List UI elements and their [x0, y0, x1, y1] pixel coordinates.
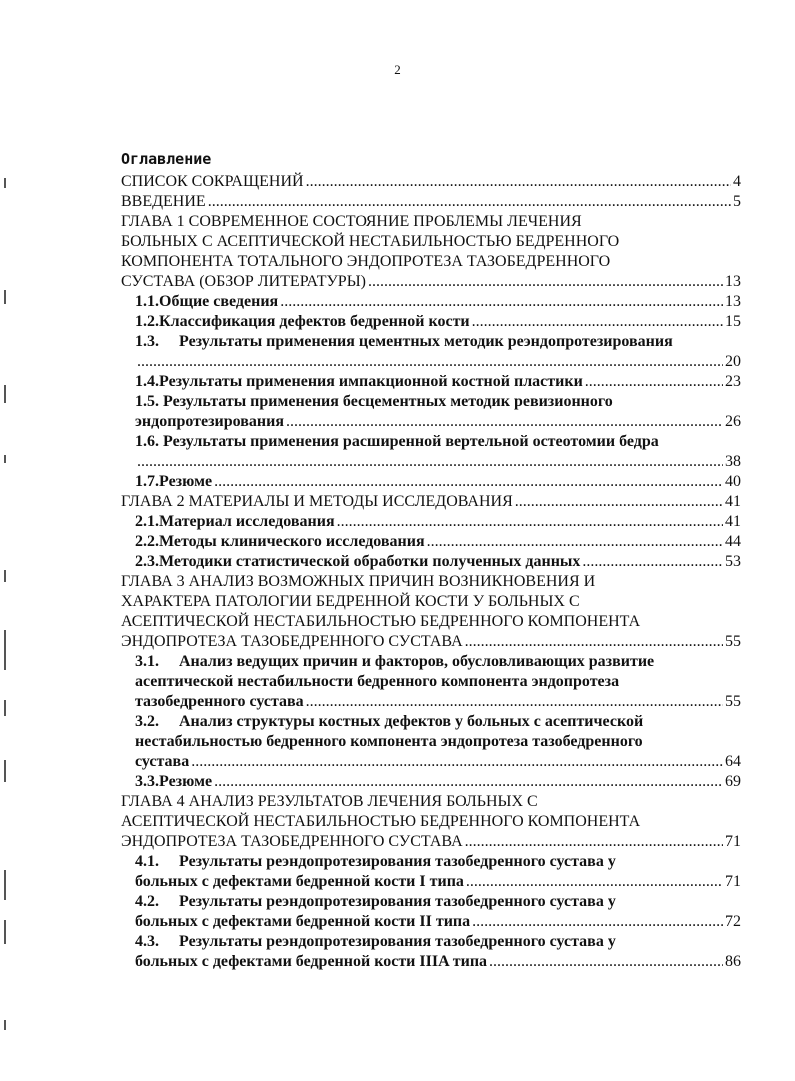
toc-section-number: 1.4.: [135, 373, 159, 390]
toc-entry-text: АСЕПТИЧЕСКОЙ НЕСТАБИЛЬНОСТЬЮ БЕДРЕННОГО КОМПОНЕНТА: [121, 813, 641, 830]
toc-section-entry[interactable]: [121, 372, 741, 392]
toc-chapter-entry[interactable]: [121, 572, 741, 652]
scan-margin-marks: [0, 0, 12, 1081]
toc-section-entry[interactable]: [121, 532, 741, 552]
toc-entry-text: КОМПОНЕНТА ТОТАЛЬНОГО ЭНДОПРОТЕЗА ТАЗОБЕДРЕННОГО: [121, 253, 611, 270]
toc-dot-leader: [337, 512, 723, 532]
toc-page-number: 13: [725, 273, 741, 290]
toc-entry-text: сустава: [135, 753, 190, 770]
toc-section-entry[interactable]: [121, 392, 741, 432]
toc-page-number: 40: [725, 473, 741, 490]
toc-dot-leader: [582, 552, 723, 572]
toc-page-number: 23: [725, 373, 741, 390]
toc-section-number: 1.7.: [135, 473, 159, 490]
toc-page-number: 15: [725, 313, 741, 330]
toc-dot-leader: [191, 752, 723, 772]
toc-section-number: 3.3.: [135, 773, 159, 790]
toc-entry-text: больных с дефектами бедренной кости II типа: [135, 913, 471, 930]
toc-chapter-entry[interactable]: [121, 492, 741, 512]
toc-chapter-entry[interactable]: [121, 792, 741, 852]
toc-entry-text: Результаты реэндопротезирования тазобедренного сустава у: [179, 933, 616, 950]
toc-section-number: 4.1.: [135, 853, 159, 870]
toc-section-number: 1.1.: [135, 293, 159, 310]
toc-entry-text: эндопротезирования: [135, 413, 284, 430]
toc-dot-leader: [427, 532, 723, 552]
toc-dot-leader: [585, 372, 723, 392]
toc-dot-leader: [306, 172, 731, 192]
toc-dot-leader: [472, 912, 723, 932]
toc-page-number: 69: [725, 773, 741, 790]
page-number: 2: [394, 62, 401, 77]
toc-entry-text: ГЛАВА 1 СОВРЕМЕННОЕ СОСТОЯНИЕ ПРОБЛЕМЫ ЛЕЧЕНИЯ: [121, 213, 582, 230]
toc-entry-text: 1.6. Результаты применения расширенной вертельной остеотомии бедра: [135, 433, 659, 450]
toc-section-number: 1.2.: [135, 313, 159, 330]
toc-chapter-entry[interactable]: [121, 192, 741, 212]
toc-entry-text: ГЛАВА 2 МАТЕРИАЛЫ И МЕТОДЫ ИССЛЕДОВАНИЯ: [121, 493, 513, 510]
toc-page-number: 55: [725, 693, 741, 710]
table-of-contents: [121, 172, 741, 972]
toc-entry-text: СПИСОК СОКРАЩЕНИЙ: [121, 173, 304, 190]
toc-chapter-entry[interactable]: [121, 172, 741, 192]
toc-entry-text: нестабильностью бедренного компонента эндопротеза тазобедренного: [135, 733, 643, 750]
toc-section-number: 3.1.: [135, 653, 159, 670]
toc-dot-leader: [137, 352, 723, 372]
toc-section-number: 4.3.: [135, 933, 159, 950]
toc-dot-leader: [466, 872, 723, 892]
toc-page-number: 55: [725, 633, 741, 650]
toc-section-entry[interactable]: [121, 332, 741, 372]
toc-dot-leader: [280, 292, 723, 312]
toc-dot-leader: [472, 312, 723, 332]
toc-section-entry[interactable]: [121, 292, 741, 312]
toc-entry-text: ГЛАВА 3 АНАЛИЗ ВОЗМОЖНЫХ ПРИЧИН ВОЗНИКНОВЕНИЯ И: [121, 573, 596, 590]
toc-dot-leader: [306, 692, 723, 712]
toc-dot-leader: [368, 272, 723, 292]
toc-entry-text: Результаты реэндопротезирования тазобедренного сустава у: [179, 853, 616, 870]
toc-dot-leader: [489, 952, 723, 972]
toc-page-number: 26: [725, 413, 741, 430]
toc-page-number: 71: [725, 833, 741, 850]
toc-section-number: 4.2.: [135, 893, 159, 910]
toc-section-entry[interactable]: [121, 312, 741, 332]
toc-page-number: 64: [725, 753, 741, 770]
toc-entry-text: Результаты реэндопротезирования тазобедренного сустава у: [179, 893, 616, 910]
toc-dot-leader: [214, 772, 723, 792]
toc-entry-text: Резюме: [159, 773, 213, 790]
toc-page-number: 38: [725, 453, 741, 470]
toc-page-number: 4: [733, 173, 741, 190]
toc-page-number: 13: [725, 293, 741, 310]
toc-section-entry[interactable]: [121, 552, 741, 572]
toc-entry-text: Материал исследования: [159, 513, 335, 530]
toc-dot-leader: [286, 412, 723, 432]
toc-page-number: 41: [725, 493, 741, 510]
toc-page-number: 53: [725, 553, 741, 570]
toc-entry-text: Общие сведения: [159, 293, 279, 310]
toc-entry-text: Результаты применения цементных методик реэндопротезирования: [179, 333, 673, 350]
toc-section-number: 2.1.: [135, 513, 159, 530]
toc-section-entry[interactable]: [121, 892, 741, 932]
toc-entry-text: асептической нестабильности бедренного компонента эндопротеза: [135, 673, 620, 690]
toc-section-number: 3.2.: [135, 713, 159, 730]
toc-page-number: 41: [725, 513, 741, 530]
toc-entry-text: Анализ структуры костных дефектов у больных с асептической: [179, 713, 644, 730]
toc-entry-text: больных с дефектами бедренной кости I типа: [135, 873, 464, 890]
toc-dot-leader: [214, 472, 723, 492]
toc-section-entry[interactable]: [121, 772, 741, 792]
toc-section-entry[interactable]: [121, 652, 741, 712]
toc-entry-text: ГЛАВА 4 АНАЛИЗ РЕЗУЛЬТАТОВ ЛЕЧЕНИЯ БОЛЬНЫХ С: [121, 793, 538, 810]
toc-section-number: 1.3.: [135, 333, 159, 350]
toc-section-entry[interactable]: [121, 472, 741, 492]
toc-page-number: 72: [725, 913, 741, 930]
toc-entry-text: Методики статистической обработки полученных данных: [159, 553, 581, 570]
toc-entry-text: Результаты применения импакционной костной пластики: [159, 373, 583, 390]
toc-page-number: 5: [733, 193, 741, 210]
toc-entry-text: больных с дефектами бедренной кости IIIA типа: [135, 953, 488, 970]
toc-dot-leader: [465, 632, 723, 652]
toc-entry-text: ЭНДОПРОТЕЗА ТАЗОБЕДРЕННОГО СУСТАВА: [121, 833, 463, 850]
toc-dot-leader: [515, 492, 723, 512]
toc-entry-text: Классификация дефектов бедренной кости: [159, 313, 470, 330]
toc-dot-leader: [137, 452, 723, 472]
toc-section-entry[interactable]: [121, 852, 741, 892]
toc-entry-text: БОЛЬНЫХ С АСЕПТИЧЕСКОЙ НЕСТАБИЛЬНОСТЬЮ БЕДРЕННОГО: [121, 233, 620, 250]
toc-chapter-entry[interactable]: [121, 212, 741, 292]
toc-entry-text: ХАРАКТЕРА ПАТОЛОГИИ БЕДРЕННОЙ КОСТИ У БОЛЬНЫХ С: [121, 593, 580, 610]
toc-section-entry[interactable]: [121, 432, 741, 472]
toc-title: Оглавление: [121, 150, 212, 168]
toc-page-number: 20: [725, 353, 741, 370]
toc-page-number: 71: [725, 873, 741, 890]
toc-entry-text: Резюме: [159, 473, 213, 490]
toc-page-number: 86: [725, 953, 741, 970]
toc-entry-text: тазобедренного сустава: [135, 693, 304, 710]
toc-entry-text: Анализ ведущих причин и факторов, обусловливающих развитие: [179, 653, 655, 670]
toc-section-entry[interactable]: [121, 512, 741, 532]
toc-section-entry[interactable]: [121, 932, 741, 972]
toc-section-number: 2.3.: [135, 553, 159, 570]
toc-entry-text: ВВЕДЕНИЕ: [121, 193, 206, 210]
toc-dot-leader: [465, 832, 723, 852]
toc-entry-text: АСЕПТИЧЕСКОЙ НЕСТАБИЛЬНОСТЬЮ БЕДРЕННОГО КОМПОНЕНТА: [121, 613, 641, 630]
toc-section-entry[interactable]: [121, 712, 741, 772]
toc-entry-text: ЭНДОПРОТЕЗА ТАЗОБЕДРЕННОГО СУСТАВА: [121, 633, 463, 650]
toc-section-number: 2.2.: [135, 533, 159, 550]
toc-entry-text: Методы клинического исследования: [159, 533, 425, 550]
toc-page-number: 44: [725, 533, 741, 550]
toc-dot-leader: [208, 192, 731, 212]
toc-entry-text: СУСТАВА (ОБЗОР ЛИТЕРАТУРЫ): [121, 273, 366, 290]
toc-entry-text: 1.5. Результаты применения бесцементных методик ревизионного: [135, 393, 613, 410]
